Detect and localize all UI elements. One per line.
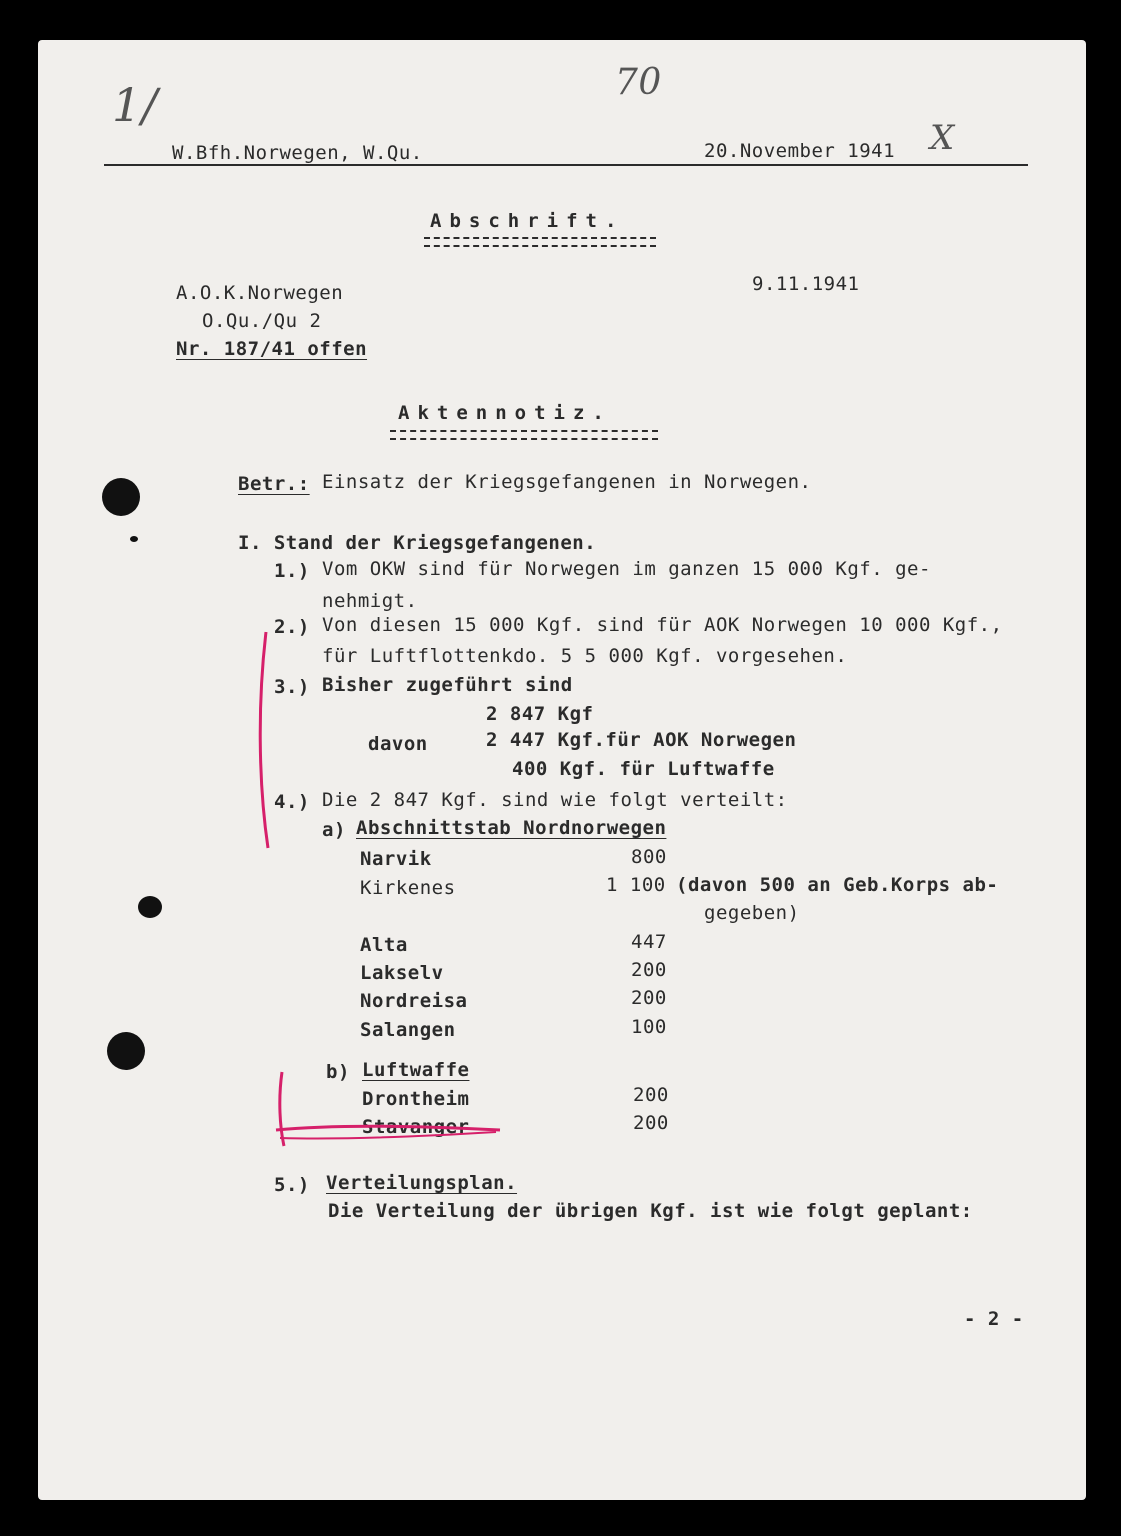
subsection-a-title: Abschnittstab Nordnorwegen: [356, 817, 667, 839]
item-2-line-2: für Luftflottenkdo. 5 5 000 Kgf. vorgesehen.: [322, 645, 848, 667]
item-5-title: Verteilungsplan.: [326, 1172, 518, 1194]
item-5-line-1: Die Verteilung der übrigen Kgf. ist wie folgt geplant:: [328, 1200, 973, 1222]
item-number-2: 2.): [274, 616, 310, 638]
location-value: 1 100: [606, 874, 666, 896]
location-note-continued: gegeben): [704, 902, 800, 924]
header-left: W.Bfh.Norwegen, W.Qu.: [172, 142, 423, 164]
item-1-line-1: Vom OKW sind für Norwegen im ganzen 15 000 Kgf. ge-: [322, 558, 931, 580]
margin-page-number: 70: [615, 62, 662, 103]
subsection-a-label: a): [322, 819, 346, 841]
memo-title: Aktennotiz.: [398, 402, 612, 424]
location-name: Drontheim: [362, 1088, 470, 1110]
item-number-5: 5.): [274, 1174, 310, 1196]
location-value: 200: [631, 959, 667, 981]
section-heading: I. Stand der Kriegsgefangenen.: [238, 532, 597, 554]
sender-reference: Nr. 187/41 offen: [176, 338, 368, 360]
header-date: 20.November 1941: [704, 140, 896, 162]
subsection-b-title: Luftwaffe: [362, 1059, 470, 1081]
location-name: Salangen: [360, 1019, 456, 1041]
location-name: Nordreisa: [360, 990, 468, 1012]
item-1-line-2: nehmigt.: [322, 590, 418, 612]
page-continuation-marker: - 2 -: [964, 1308, 1024, 1330]
sender-date: 9.11.1941: [752, 273, 860, 295]
sender-line-1: A.O.K.Norwegen: [176, 282, 344, 304]
item-number-1: 1.): [274, 560, 310, 582]
document-title: Abschrift.: [430, 210, 625, 232]
location-value: 200: [631, 987, 667, 1009]
location-name: Alta: [360, 934, 408, 956]
location-value: 100: [631, 1016, 667, 1038]
location-note: (davon 500 an Geb.Korps ab-: [676, 874, 999, 896]
subject-label: Betr.:: [238, 473, 310, 495]
location-value: 200: [633, 1084, 669, 1106]
margin-mark-left: 1/: [112, 78, 158, 132]
item-3-total: 2 847 Kgf: [486, 703, 594, 725]
location-name: Narvik: [360, 848, 432, 870]
sender-line-2: O.Qu./Qu 2: [202, 310, 322, 332]
item-3-aok: 2 447 Kgf.für AOK Norwegen: [486, 729, 797, 751]
item-number-3: 3.): [274, 676, 310, 698]
item-3-line-1: Bisher zugeführt sind: [322, 674, 573, 696]
margin-mark-right: X: [930, 118, 955, 158]
location-name: Stavanger: [362, 1116, 470, 1138]
item-2-line-1: Von diesen 15 000 Kgf. sind für AOK Norwegen 10 000 Kgf.,: [322, 614, 1003, 636]
subject-text: Einsatz der Kriegsgefangenen in Norwegen.: [322, 471, 812, 493]
location-name: Kirkenes: [360, 877, 456, 899]
subsection-b-label: b): [326, 1061, 350, 1083]
location-value: 447: [631, 931, 667, 953]
item-number-4: 4.): [274, 791, 310, 813]
location-name: Lakselv: [360, 962, 444, 984]
location-value: 200: [633, 1112, 669, 1134]
item-3-luftwaffe: 400 Kgf. für Luftwaffe: [512, 758, 775, 780]
location-value: 800: [631, 846, 667, 868]
item-3-davon: davon: [368, 733, 428, 755]
item-4-line-1: Die 2 847 Kgf. sind wie folgt verteilt:: [322, 789, 788, 811]
